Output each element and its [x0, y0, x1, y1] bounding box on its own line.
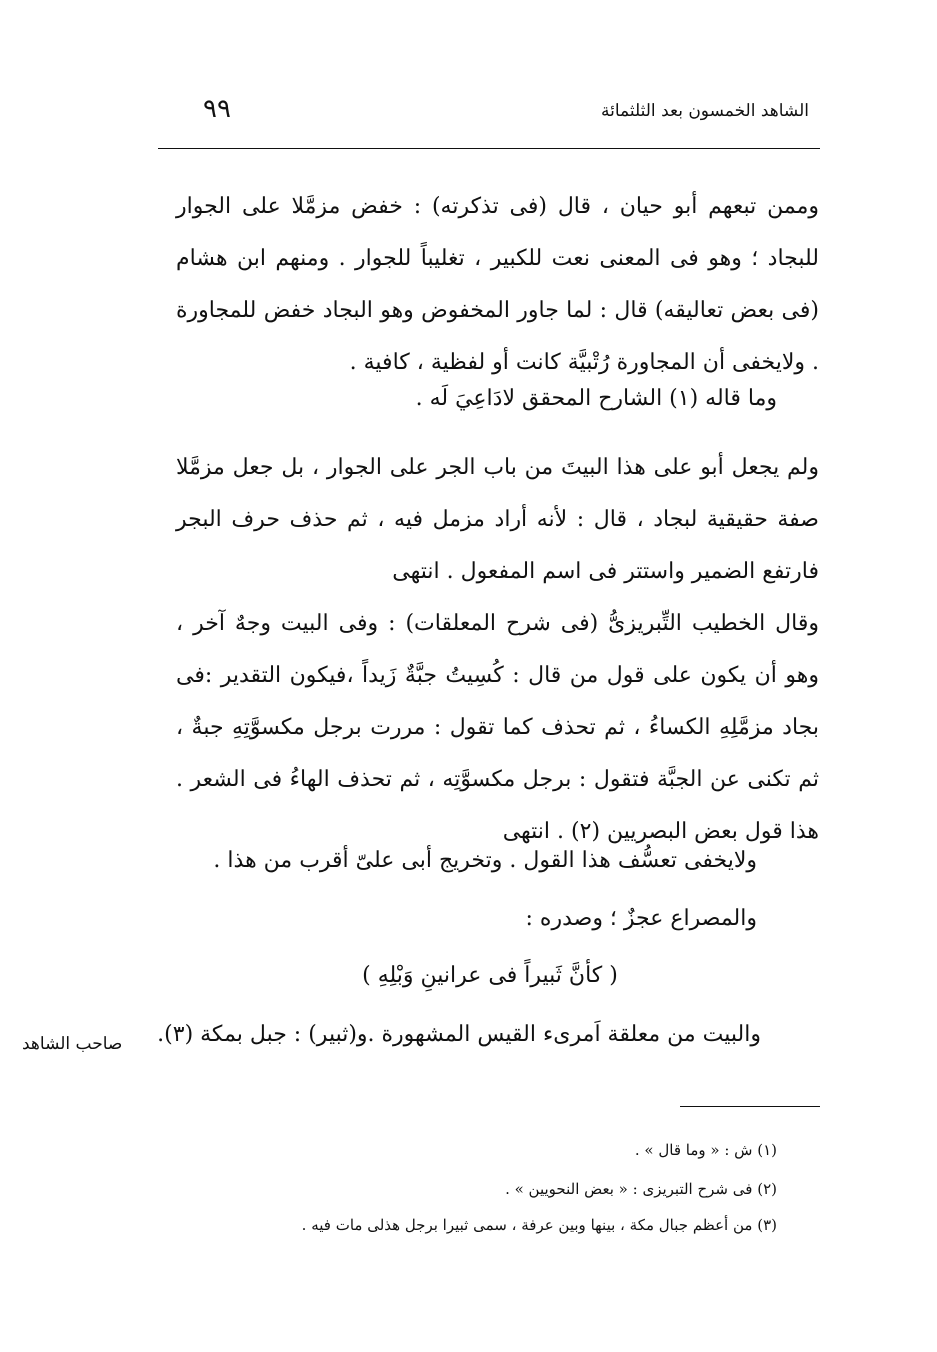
margin-note: صاحب الشاهد	[22, 1034, 123, 1054]
footnote-2: (٢) فى شرح التبريزى : « بعض النحويين » .	[505, 1180, 777, 1198]
line-misra: والمصراع عجزٌ ؛ وصدره :	[525, 906, 757, 931]
paragraph-2: وما قاله (١) الشارح المحقق لادَاعِيَ لَه .	[415, 386, 777, 411]
line-final: والبيت من معلقة اَمرىء القيس المشهورة .و(ثبير) : جبل بمكة (٣).	[157, 1022, 761, 1047]
running-title: الشاهد الخمسون بعد الثلثمائة	[601, 101, 809, 121]
page-number: ٩٩	[203, 94, 231, 124]
header-rule	[158, 148, 820, 149]
footnote-rule	[680, 1106, 820, 1107]
line-after: ولايخفى تعسُّف هذا القول . وتخريج أبى علىّ أقرب من هذا .	[213, 848, 757, 873]
paragraph-1: وممن تبعهم أبو حيان ، قال (فى تذكرته) : خفض مزمَّلا على الجوار للبجاد ؛ وهو فى المعنى نعت للكبير ، تغليباً للجوار . ومنهم ابن هشام (فى بعض تعاليقه) قال : لما جاور المخفوض وهو البجاد خفض للمجاورة . ولايخفى أن المجاورة رُتْبيَّة كانت أو لفظية ، كافية .	[176, 194, 819, 375]
verse-line: ( كأنَّ ثَبيراً فى عرانينِ وَبْلِهِ )	[362, 963, 618, 988]
footnote-3: (٣) من أعظم جبال مكة ، بينها وبين عرفة ، سمى ثبيرا برجل هذلى مات فيه .	[301, 1216, 777, 1234]
paragraph-3: ولم يجعل أبو على هذا البيتَ من باب الجر على الجوار ، بل جعل مزمَّلا صفة حقيقية لبجاد ، قال : لأنه أراد مزمل فيه ، ثم حذف حرف البجر فارتفع الضمير واستتر فى اسم المفعول . انتهى	[176, 455, 819, 584]
paragraph-4: وقال الخطيب التِّبريزىُّ (فى شرح المعلقات) : وفى البيت وجهٌ آخر ، وهو أن يكون على قول من قال : كُسِيتُ جبَّةٌ زَيداً ،فيكون التقدير :فى بجاد مزمَّلِهِ الكساءُ ، ثم تحذف كما تقول : مررت برجل مكسوَّتِهِ جبةٌ ، ثم تكنى عن الجبَّة فتقول : برجل مكسوَّتِه ، ثم تحذف الهاءُ فى الشعر . هذا قول بعض البصريين (٢) . انتهى	[176, 611, 819, 844]
footnote-1: (١) ش : « وما قال » .	[634, 1141, 777, 1159]
